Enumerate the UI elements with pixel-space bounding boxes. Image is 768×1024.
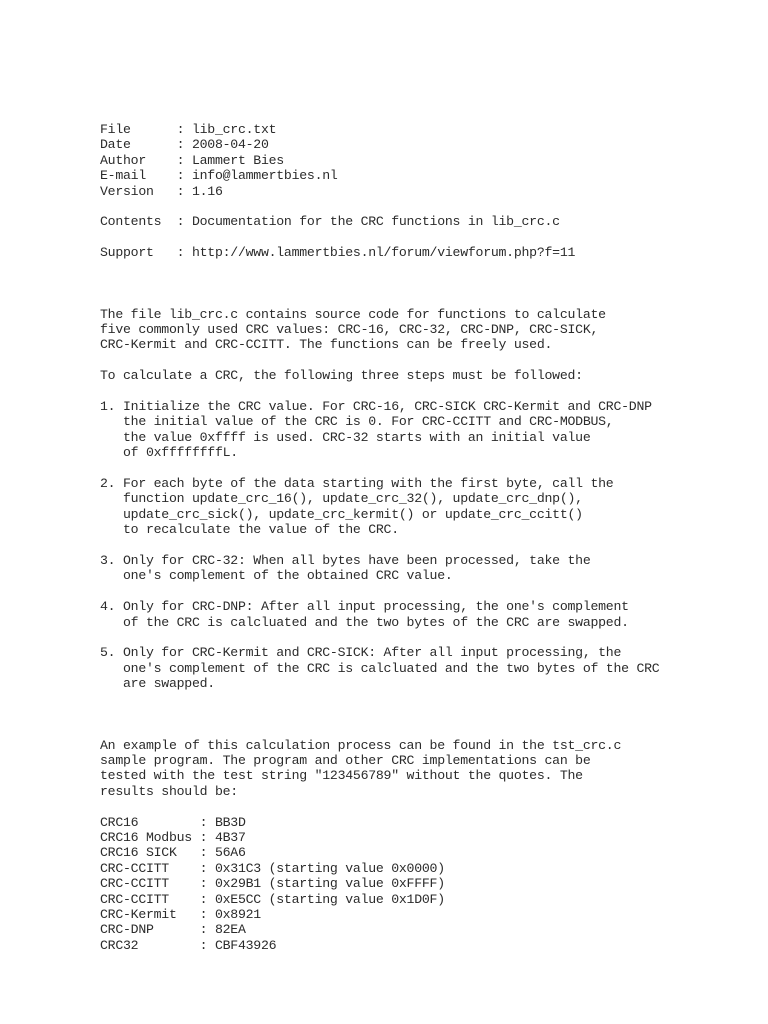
text-line: CRC32 : CBF43926 (100, 937, 277, 953)
blank-line (100, 691, 659, 706)
text-line: Support : http://www.lammertbies.nl/forum/viewforum.php?f=11 (100, 245, 576, 261)
blank-line (100, 230, 659, 245)
text-line: one's complement of the CRC is calcluated and the two bytes of the CRC (100, 660, 660, 676)
text-line: results should be: (100, 783, 238, 799)
text-line: to recalculate the value of the CRC. (100, 522, 399, 538)
blank-line (100, 199, 659, 214)
text-line: 4. Only for CRC-DNP: After all input processing, the one's complement (100, 599, 629, 615)
document-text (100, 122, 659, 953)
text-line: 2. For each byte of the data starting with the first byte, call the (100, 475, 614, 491)
text-line: CRC-Kermit : 0x8921 (100, 906, 261, 922)
text-line: CRC16 Modbus : 4B37 (100, 829, 246, 845)
text-line: the value 0xffff is used. CRC-32 starts with an initial value (100, 429, 591, 445)
blank-line (100, 538, 659, 553)
text-line: five commonly used CRC values: CRC-16, CRC-32, CRC-DNP, CRC-SICK, (100, 322, 599, 338)
text-line: Version : 1.16 (100, 183, 223, 199)
text-line: An example of this calculation process can be found in the tst_crc.c (100, 737, 622, 753)
text-line: of 0xffffffffL. (100, 445, 238, 461)
text-line: are swapped. (100, 676, 215, 692)
text-line: Contents : Documentation for the CRC functions in lib_crc.c (100, 214, 560, 230)
text-line: function update_crc_16(), update_crc_32(), update_crc_dnp(), (100, 491, 583, 507)
text-line: Author : Lammert Bies (100, 152, 284, 168)
text-line: To calculate a CRC, the following three steps must be followed: (100, 368, 583, 384)
blank-line (100, 276, 659, 291)
blank-line (100, 291, 659, 306)
blank-line (100, 799, 659, 814)
text-line: tested with the test string "123456789" without the quotes. The (100, 768, 583, 784)
blank-line (100, 261, 659, 276)
text-line: File : lib_crc.txt (100, 122, 277, 137)
text-line: CRC16 SICK : 56A6 (100, 845, 246, 861)
text-line: CRC-CCITT : 0xE5CC (starting value 0x1D0F) (100, 891, 445, 907)
text-line: one's complement of the obtained CRC value. (100, 568, 453, 584)
blank-line (100, 353, 659, 368)
text-line: Date : 2008-04-20 (100, 137, 269, 153)
text-line: the initial value of the CRC is 0. For CRC-CCITT and CRC-MODBUS, (100, 414, 614, 430)
text-line: 3. Only for CRC-32: When all bytes have been processed, take the (100, 552, 591, 568)
text-line: of the CRC is calcluated and the two bytes of the CRC are swapped. (100, 614, 629, 630)
blank-line (100, 707, 659, 722)
text-line: CRC-CCITT : 0x31C3 (starting value 0x0000) (100, 860, 445, 876)
text-line: CRC-Kermit and CRC-CCITT. The functions can be freely used. (100, 337, 553, 353)
text-line: CRC-CCITT : 0x29B1 (starting value 0xFFFF) (100, 876, 445, 892)
blank-line (100, 630, 659, 645)
text-line: CRC16 : BB3D (100, 814, 246, 830)
blank-line (100, 461, 659, 476)
blank-line (100, 722, 659, 737)
blank-line (100, 384, 659, 399)
text-line: 1. Initialize the CRC value. For CRC-16, CRC-SICK CRC-Kermit and CRC-DNP (100, 399, 652, 415)
text-line: E-mail : info@lammertbies.nl (100, 168, 338, 184)
text-line: sample program. The program and other CRC implementations can be (100, 753, 591, 769)
text-line: update_crc_sick(), update_crc_kermit() or update_crc_ccitt() (100, 506, 583, 522)
text-line: 5. Only for CRC-Kermit and CRC-SICK: After all input processing, the (100, 645, 622, 661)
text-line: CRC-DNP : 82EA (100, 922, 246, 938)
text-line: The file lib_crc.c contains source code for functions to calculate (100, 306, 606, 322)
blank-line (100, 584, 659, 599)
